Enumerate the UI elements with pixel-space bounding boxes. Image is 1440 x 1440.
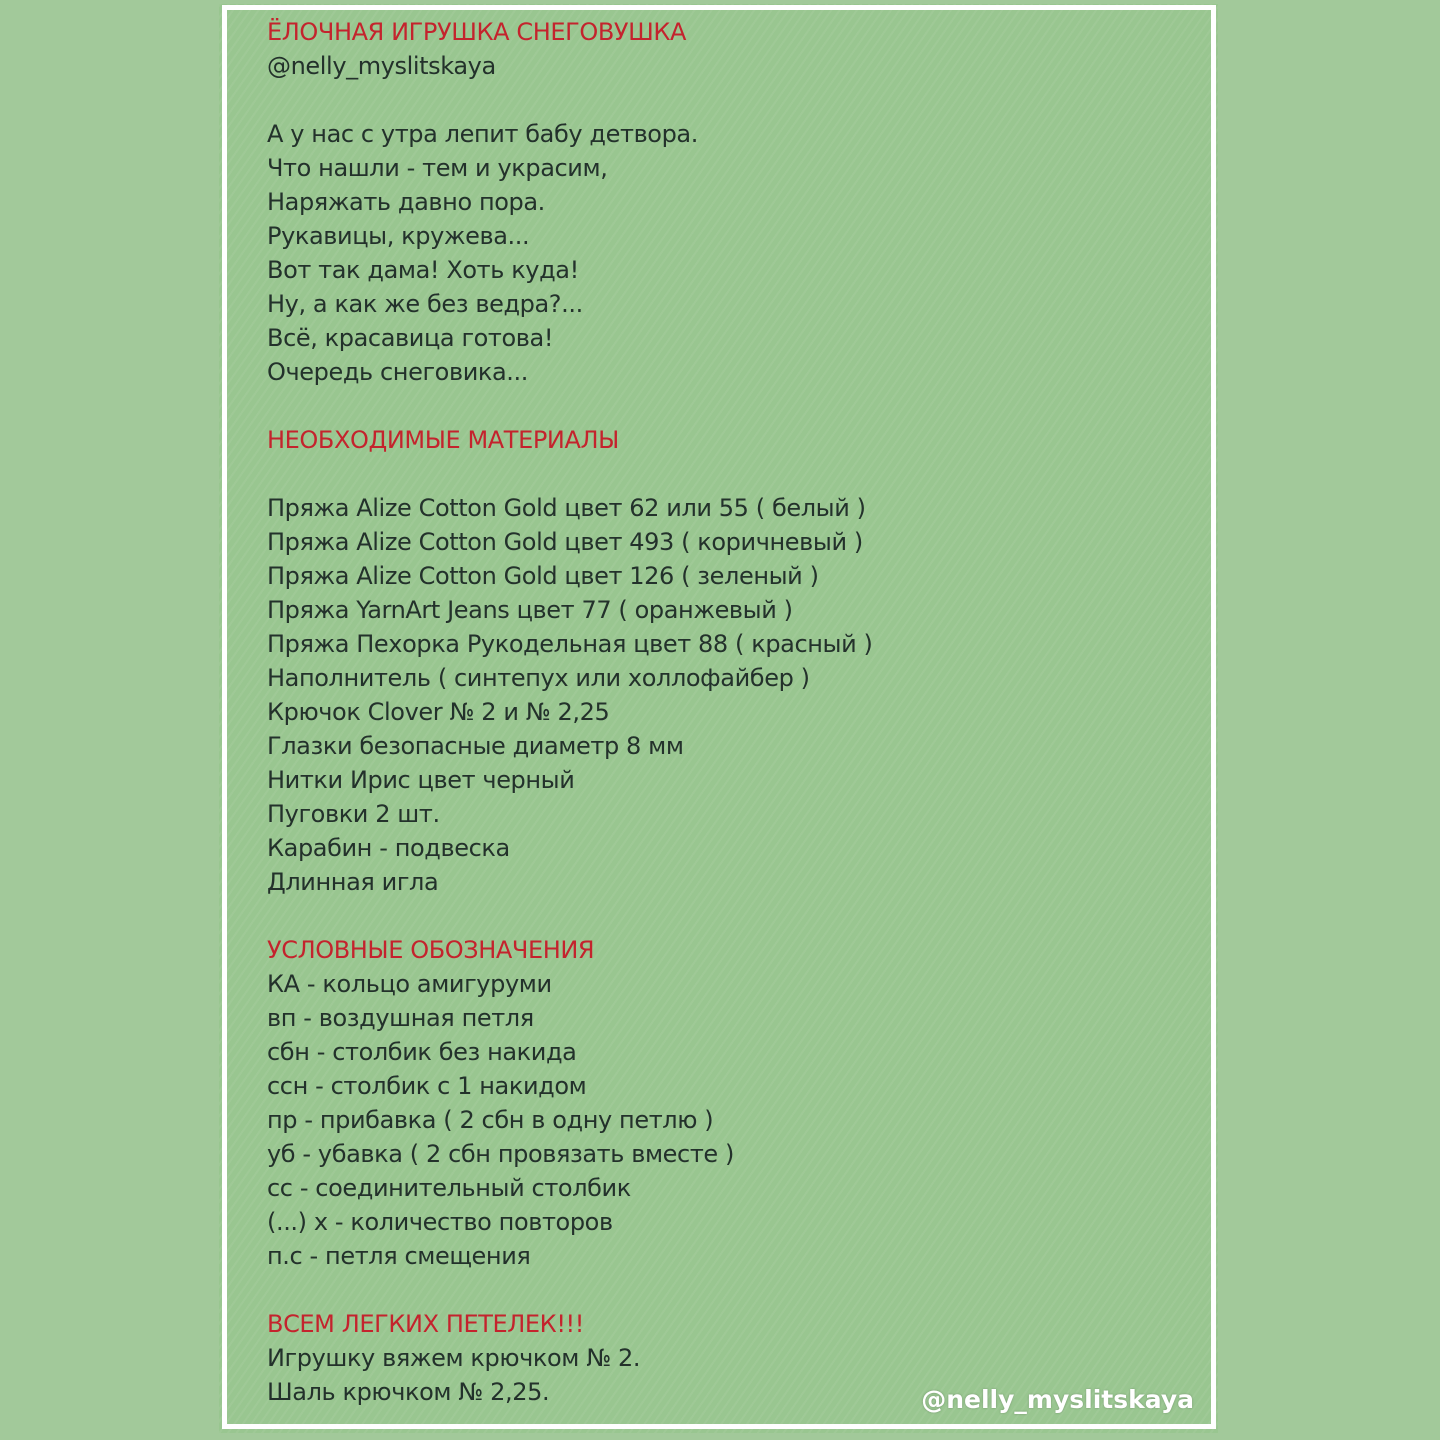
poem-line: Наряжать давно пора. <box>267 188 545 216</box>
list-item: Пряжа Alize Cotton Gold цвет 493 ( коричневый ) <box>267 528 863 556</box>
poem-line: Рукавицы, кружева... <box>267 222 530 250</box>
poem-line: Очередь снеговика... <box>267 358 528 386</box>
poem <box>267 117 1167 389</box>
list-item: Пряжа YarnArt Jeans цвет 77 ( оранжевый ) <box>267 596 793 624</box>
list-item: Пряжа Alize Cotton Gold цвет 62 или 55 ( белый ) <box>267 494 866 522</box>
list-item: пр - прибавка ( 2 сбн в одну петлю ) <box>267 1106 714 1134</box>
list-item: Длинная игла <box>267 868 439 896</box>
poem-line: Ну, а как же без ведра?... <box>267 290 583 318</box>
list-item: (...) х - количество повторов <box>267 1208 613 1236</box>
list-item: вп - воздушная петля <box>267 1004 534 1032</box>
watermark: @nelly_myslitskaya <box>921 1385 1194 1414</box>
list-item: Карабин - подвеска <box>267 834 510 862</box>
list-item: сс - соединительный столбик <box>267 1174 631 1202</box>
list-item: Пряжа Alize Cotton Gold цвет 126 ( зеленый ) <box>267 562 819 590</box>
page-title: ЁЛОЧНАЯ ИГРУШКА СНЕГОВУШКА <box>267 18 687 46</box>
author-handle: @nelly_myslitskaya <box>267 52 496 80</box>
list-item: Нитки Ирис цвет черный <box>267 766 575 794</box>
list-item: ссн - столбик с 1 накидом <box>267 1072 587 1100</box>
list-item: сбн - столбик без накида <box>267 1038 577 1066</box>
pattern-text <box>267 15 1167 1409</box>
poem-line: Вот так дама! Хоть куда! <box>267 256 579 284</box>
list-item: Пуговки 2 шт. <box>267 800 440 828</box>
legend-heading: УСЛОВНЫЕ ОБОЗНАЧЕНИЯ <box>267 936 595 964</box>
poem-line: А у нас с утра лепит бабу детвора. <box>267 120 698 148</box>
closing-line: Игрушку вяжем крючком № 2. <box>267 1344 641 1372</box>
poem-line: Что нашли - тем и украсим, <box>267 154 608 182</box>
closing-line: Шаль крючком № 2,25. <box>267 1378 550 1406</box>
closing-heading: ВСЕМ ЛЕГКИХ ПЕТЕЛЕК!!! <box>267 1310 584 1338</box>
list-item: Пряжа Пехорка Рукодельная цвет 88 ( красный ) <box>267 630 873 658</box>
materials-heading: НЕОБХОДИМЫЕ МАТЕРИАЛЫ <box>267 426 619 454</box>
poem-line: Всё, красавица готова! <box>267 324 554 352</box>
list-item: Глазки безопасные диаметр 8 мм <box>267 732 684 760</box>
list-item: Наполнитель ( синтепух или холлофайбер ) <box>267 664 810 692</box>
list-item: п.с - петля смещения <box>267 1242 531 1270</box>
list-item: Крючок Clover № 2 и № 2,25 <box>267 698 610 726</box>
list-item: КА - кольцо амигуруми <box>267 970 552 998</box>
list-item: уб - убавка ( 2 сбн провязать вместе ) <box>267 1140 734 1168</box>
legend-list <box>267 967 1167 1273</box>
materials-list <box>267 491 1167 899</box>
